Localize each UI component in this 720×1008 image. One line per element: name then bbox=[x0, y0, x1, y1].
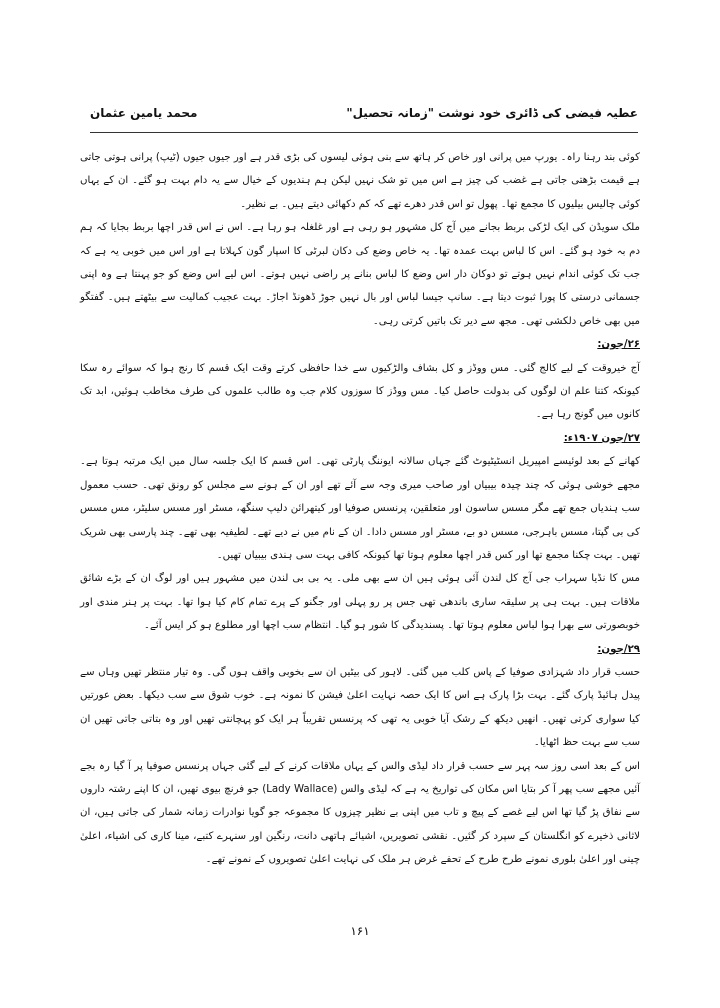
date-heading: ۲۹/جون: bbox=[597, 643, 640, 655]
header-title: عطیہ فیضی کی ڈائری خود نوشت "زمانہ تحصیل" bbox=[346, 106, 638, 120]
paragraph: کھانے کے بعد لوئیسے امپیریل انسٹیٹیوٹ گئے جہاں سالانہ ایوننگ پارٹی تھی۔ اس قسم کا ایک جلسہ سال میں ایک مرتبہ ہوتا ہے۔ مجھے خوشی ہوئی کہ چند چیدہ بیبیاں اور صاحب میری وجہ سے آئے تھے اور ان کے ہونے سے مجلس کو رونق تھی۔ حسب معمول سب ہندیاں جمع تھے مگر مسس ساسون اور متعلقین، پرنسس صوفیا اور کیتھرائن دلیپ سنگھ، مسٹر اور مسس سلیٹر، مس مسس کی بی گپتا، مسس باہرجی، مسس دو بے، مسٹر اور مسس دادا۔ ان کے نام میں نے دیے تھے۔ لطیفیہ بھی تھے۔ چند پارسی بھی شریک تھیں۔ بہت چکنا مجمع تھا اور کس قدر اچھا معلوم ہوتا تھا کیونکہ کافی بہت سی ہندی بیبیاں تھیں۔ bbox=[80, 456, 640, 561]
date-heading: ۲۶/جون: bbox=[597, 339, 640, 351]
paragraph: ملک سویڈن کی ایک لڑکی بربط بجانے میں آج کل مشہور ہو رہی ہے اور غلغلہ ہو رہا ہے۔ اس نے اس قدر اچھا بربط بجایا کہ ہم دم بہ خود ہو گئے۔ اس کا لباس بہت عمدہ تھا۔ یہ خاص وضع کی دکان لبرٹی کا اسپار گون کہلاتا ہے اور اس میں خوبی یہ ہے کہ جب تک کوئی اندام نہیں ہوتے تو دوکان دار اس وضع کا لباس بنانے پر راضی نہیں ہوتے۔ اس لیے اس وضع کو جو پہنتا ہے وہ اپنی جسمانی درستی کا پورا ثبوت دیتا ہے۔ سانپ جیسا لباس اور بال نہیں جوڑ ڈھونڈ اجاڑ۔ بہت عجیب کمالیت سے بیٹھتے ہیں۔ گفتگو میں بھی خاص دلکشی تھی۔ مجھ سے دیر تک باتیں کرتی رہی۔ bbox=[80, 222, 640, 327]
date-heading: ۲۷/جون ۱۹۰۷ء: bbox=[563, 432, 640, 444]
page-number: ۱۶۱ bbox=[350, 924, 370, 938]
paragraph: اس کے بعد اسی روز سہ پہر سے حسب قرار داد لیڈی والس کے یہاں ملاقات کرنے کے لیے گئی جہاں پرنسس صوفیا پر آ گیا رہ بجے آئیں مجھے سب پھر آ کر بتایا اس مکان کی تواریخ یہ ہے کہ لیڈی والس (Lady Wallace) جو فرنچ بیوی تھیں، ان کا اپنے رشتہ داروں سے نفاق پڑ گیا تھا اس لیے غصے کے پیچ و تاب میں اپنی بے نظیر چیزوں کا مجموعہ جو گویا نوادرات زمانہ شمار کی جاتی ہیں، ان لاثانی ذخیرے کو انگلستان کے سپرد کر گئیں۔ نقشی تصویریں، اشیائے ہاتھی دانت، رنگین اور سنہرے کتبے، مینا کاری کی اشیاء، اعلیٰ چینی اور اعلیٰ بلوری نمونے طرح طرح کے تحفے غرض ہر ملک کی نہایت اعلیٰ تصویروں کے نمونے تھے۔ bbox=[80, 760, 640, 866]
running-header bbox=[90, 106, 638, 126]
paragraph: مس کا نڈیا سہراب جی آج کل لندن آئی ہوئی ہیں ان سے بھی ملی۔ یہ بی بی لندن میں مشہور ہیں اور لوگ ان کے بڑے شائق ملاقات ہیں۔ بہت ہی پر سلیقہ ساری باندھی تھی جس پر رو پہلی اور جگنو کے پرے تمام کام کیا ہوا تھا۔ بہت پر ہنر مندی اور خوبصورتی سے بھرا ہوا لباس معلوم ہوتا تھا۔ پسندیدگی کا شور ہو گیا۔ انتظام سب اچھا اور مطلوع ہو کر ایس آئے۔ bbox=[80, 573, 640, 632]
paragraph: کوئی بند رہنا راہ۔ یورپ میں پرانی اور خاص کر ہاتھ سے بنی ہوئی لیسوں کی بڑی قدر ہے اور جیوں جیوں (ٹیپ) پرانی ہوتی جاتی ہے قیمت بڑھتی جاتی ہے غضب کی چیز ہے اس میں تو شک نہیں لیکن ہم ہندیوں کے خیال سے یہ دام بہت ہو گئے۔ ان کے یہاں کوئی چالیس بیلیوں کا مجمع تھا۔ پھول تو اس قدر دھرے تھے کہ کم دکھائی دیتے ہیں۔ بے نظیر۔ bbox=[80, 152, 640, 210]
page-body bbox=[80, 146, 640, 872]
paragraph: حسب قرار داد شہزادی صوفیا کے پاس کلب میں گئی۔ لاہور کی بیٹیں ان سے بخوبی واقف ہوں گی۔ وہ تیار منتظر تھیں وہاں سے پیدل ہائیڈ پارک گئے۔ بہت بڑا پارک ہے اس کا ایک حصہ نہایت اعلیٰ فیشن کا نمونہ ہے۔ خوب شوق سے سب دیکھا۔ بعض عورتیں کیا سواری کرتی تھیں۔ انھیں دیکھ کے رشک آیا خوبی یہ تھی کہ پرنسس تقریباً ہر ایک کو پہچانتی تھیں اور وہ بتاتی جاتی تھیں ان سب سے بہت حظ اٹھایا۔ bbox=[80, 666, 640, 749]
header-author: محمد یامین عثمان bbox=[90, 106, 198, 120]
paragraph: آج خیروقت کے لیے کالج گئی۔ مس ووڈز و کل بشاف والڑکیوں سے خدا حافظی کرتے وقت ایک قسم کا رنج ہوا کہ سوائے رہ سکا کیونکہ کتنا علم ان لوگوں کی بدولت حاصل کیا۔ مس ووڈز کا سوزوں کلام جب وہ طالب علموں کی طرف مخاطب ہوئیں، ابد تک کانوں میں گونج رہا ہے۔ bbox=[80, 362, 640, 421]
header-divider bbox=[90, 132, 638, 133]
